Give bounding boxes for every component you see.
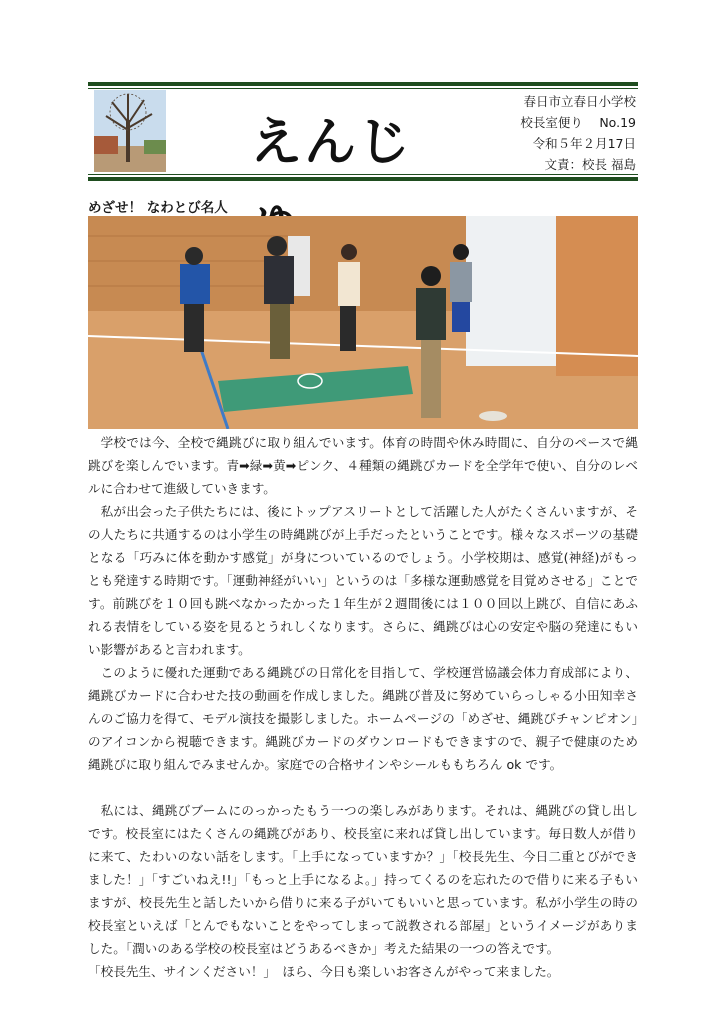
tree-photo-image (94, 90, 166, 172)
article-paragraph: このように優れた運動である縄跳びの日常化を目指して、学校運営協議会体力育成部により、縄跳びカードに合わせた技の動画を作成しました。縄跳び普及に努めていらっしゃる小田知幸さんのご協力を得て、モデル演技を撮影しました。ホームページの「めざせ、縄跳びチャンピオン」のアイコンから視聴できます。縄跳びカードのダウンロードもできますので、親子で健康のため縄跳びに取り組んでみませんか。家庭での合格サインやシールももちろん ok です。 (88, 665, 638, 772)
school-name: 春日市立春日小学校 (523, 94, 636, 109)
article-closing-line: 「校長先生、サインください！」 ほら、今日も楽しいお客さんがやって来ました。 (88, 964, 560, 979)
issue-date: 令和５年２月17日 (532, 136, 636, 151)
author-credit: 文責：校長 福島 (544, 157, 636, 172)
top-border-rule (88, 82, 638, 86)
article-paragraph: 私には、縄跳びブームにのっかったもう一つの楽しみがあります。それは、縄跳びの貸し出しです。校長室にはたくさんの縄跳びがあり、校長室に来れば貸し出しています。毎日数人が借りに来て、たわいのない話をします。「上手になっていますか？」「校長先生、今日二重とびができました！」「すごいねえ!!」「もっと上手になるよ。」持ってくるのを忘れたので借りに来る子もいますが、校長先生と話したいから借りに来る子がいてもいいと思っています。私が小学生の時の校長室といえば「とんでもないことをやってしまって説教される部屋」というイメージがありました。「潤いのある学校の校長室はどうあるべきか」考えた結果の一つの答えです。 (88, 803, 638, 956)
newsletter-issue: 校長室便り No.19 (520, 115, 636, 130)
newsletter-title: えんじ (250, 112, 413, 173)
article-heading: めざせ！ なわとび名人 (88, 200, 228, 216)
newsletter-info (466, 91, 636, 175)
school-tree-photo (94, 90, 166, 172)
article-paragraph: 学校では今、全校で縄跳びに取り組んでいます。体育の時間や休み時間に、自分のペースで縄跳びを楽しんでいます。青➡緑➡黄➡ピンク、４種類の縄跳びカードを全学年で使い、自分のレベルに合わせて進級していきます。 (88, 435, 638, 496)
jump-rope-photo (88, 216, 638, 429)
gym-photo-image (88, 216, 638, 429)
bottom-border-thin-rule (88, 174, 638, 175)
top-border-thin-rule (88, 88, 638, 89)
article-body (88, 431, 638, 983)
bottom-border-rule (88, 177, 638, 181)
article-paragraph: 私が出会った子供たちには、後にトップアスリートとして活躍した人がたくさんいますが、その人たちに共通するのは小学生の時縄跳びが上手だったということです。様々なスポーツの基礎となる「巧みに体を動かす感覚」が身についているのでしょう。小学校期は、感覚(神経)がもっとも発達する時期です。「運動神経がいい」というのは「多様な運動感覚を目覚めさせる」ことです。前跳びを１０回も跳べなかったかった１年生が２週間後には１００回以上跳び、自信にあふれる表情をしている姿を見るとうれしくなります。さらに、縄跳びは心の安定や脳の発達にもいい影響があると言われます。 (88, 504, 638, 657)
